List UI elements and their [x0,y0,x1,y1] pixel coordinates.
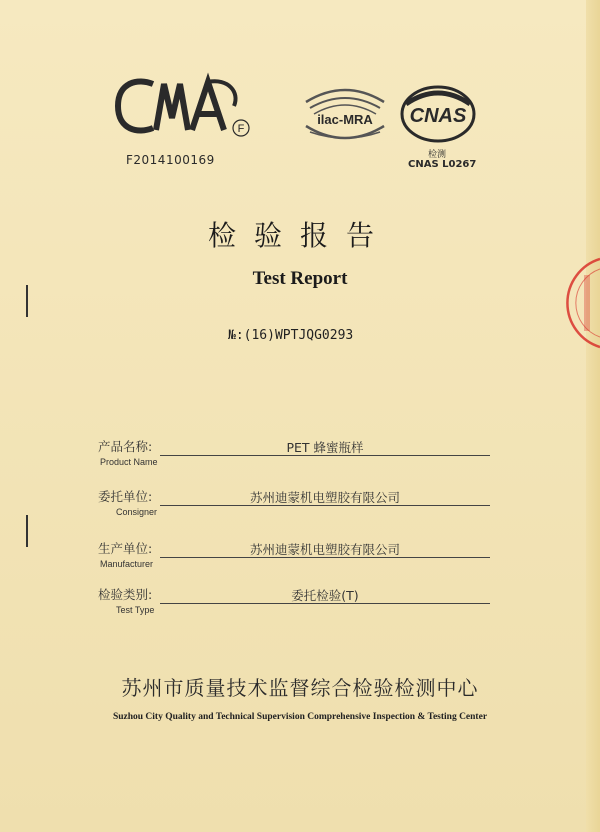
svg-text:CNAS: CNAS [409,105,467,127]
cma-f-badge [231,118,251,138]
field-label-cn: 委托单位: [98,489,153,504]
report-title-en: Test Report [252,268,348,289]
binding-mark [26,515,28,547]
cnas-number: CNAS L0267 [408,159,477,170]
field-underline [160,455,490,456]
organization-name-en: Suzhou City Quality and Technical Supervision Comprehensive Inspection & Testing Center [112,712,488,722]
field-underline [160,505,490,506]
page-edge [586,0,600,832]
svg-text:ilac-MRA: ilac-MRA [317,112,373,127]
field-consigner [98,487,498,527]
field-value: 苏州迪蒙机电塑胶有限公司 [249,542,400,557]
field-test-type [98,585,498,625]
cnas-subtitle: 检测 [428,150,447,160]
field-label-cn: 产品名称: [98,439,153,454]
field-value: 委托检验(T) [291,588,359,603]
report-number: №:(16)WPTJQG0293 [228,328,354,343]
field-label-cn: 检验类别: [98,587,153,602]
organization-name-cn: 苏州市质量技术监督综合检验检测中心 [121,676,479,700]
cma-certificate-code: F2014100169 [126,153,215,167]
svg-text:F: F [237,123,245,135]
field-product-name [98,437,498,477]
field-label-en: Manufacturer [100,559,154,569]
seal-stamp-icon [560,255,600,350]
field-manufacturer [98,539,498,579]
field-underline [160,603,490,604]
field-label-en: Consigner [116,507,158,517]
field-label-en: Product Name [100,457,158,467]
cma-logo-icon [108,72,243,152]
field-value: 苏州迪蒙机电塑胶有限公司 [249,490,400,505]
ilac-mra-logo-icon [300,82,390,148]
field-value: PET 蜂蜜瓶样 [286,440,364,455]
cnas-logo-icon [398,84,478,148]
field-underline [160,557,490,558]
field-label-cn: 生产单位: [98,541,153,556]
field-label-en: Test Type [116,605,155,615]
report-title-cn: 检验报告 [207,219,392,252]
